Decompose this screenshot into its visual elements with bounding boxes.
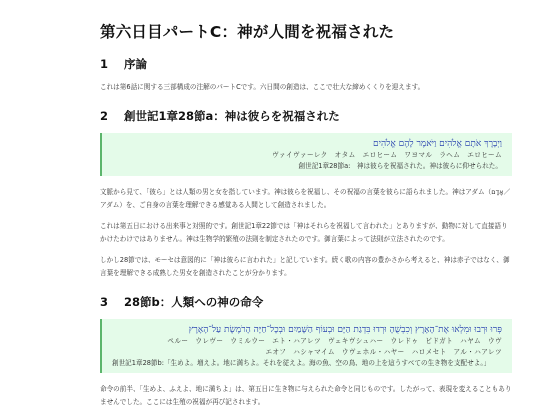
transliteration: エオフ ハシャマイム ウヴェホル・ハヤー ハロメセト アル・ハアレツ: [265, 348, 502, 356]
page-title: 第六日目パートC：神が人間を祝福された: [100, 23, 395, 41]
section-title: 創世記1章28節a：神は彼らを祝福された: [124, 109, 340, 123]
section-number: 1: [100, 57, 109, 71]
section-number: 3: [100, 295, 109, 309]
section-title: 序論: [124, 57, 148, 71]
section-heading-blessing: [100, 108, 512, 124]
section-heading-command: [100, 294, 512, 310]
paragraph: しかし28節では、モーセは意図的に「神は彼らに言われた」と記しています。続く歌の内容の豊かさから考えると、神は赤子ではなく、御言葉を理解できる成熟した男女を創造されたことが分かります。: [100, 256, 510, 277]
section-number: 2: [100, 109, 109, 123]
transliteration: ペルー ウレヴー ウミルウー エト・ハアレツ ヴェキヴシュハー ウレドゥ ビドガト ハヤム ウヴ: [167, 337, 502, 345]
paragraph: 文脈から見て、「彼ら」とは人類の男と女を指しています。神は彼らを祝福し、その祝福の言葉を彼らに語られました。神はアダム（אָדָם／アダム）を、ご自身の言葉を理解できる感覚ある人間として創造されました。: [100, 188, 511, 209]
scripture-quote: [100, 319, 512, 373]
transliteration: ヴァイヴァーレク オタム エロヒーム ワヨマル ラヘム エロヒーム: [272, 151, 502, 159]
paragraph: これは第6話に関する三部構成の注解のパートCです。六日間の創造は、ここで壮大な締めくくりを迎えます。: [100, 83, 425, 91]
paragraph: これは第五日における出来事と対照的です。創世記1章22節では「神はそれらを祝福して言われた」とありますが、動物に対して直接語りかけたわけではありません。神は生物学的繁殖の法則を制定されたのです。御言葉によって法則が立法されたのです。: [100, 222, 508, 243]
section-heading-intro: [100, 56, 512, 72]
scripture-quote: [100, 133, 512, 176]
verse-translation: 創世記1章28節a: 神は彼らを祝福された。神は彼らに仰せられた。: [298, 162, 502, 170]
paragraph: 命令の前半、「生めよ、ふえよ、地に満ちよ」は、第五日に生き物に与えられた命令と同じものです。したがって、表現を変えることもありませんでした。ここには生殖の祝福が再び記されます。: [100, 385, 512, 406]
hebrew-text: וַיְבָרֶךְ אֹתָם אֱלֹהִים וַיֹּאמֶר לָהֶם אֱלֹהִים: [372, 139, 502, 149]
section-title: 28節b：人類への神の命令: [124, 295, 264, 309]
verse-translation: 創世記1章28節b:「生めよ。増えよ。地に満ちよ。それを従えよ。海の魚、空の鳥、地の上を這うすべての生き物を支配せよ。」: [112, 359, 491, 367]
hebrew-text: פְּרוּ וּרְבוּ וּמִלְאוּ אֶת־הָאָרֶץ וְכִבְשֻׁהָ וּרְדוּ בִּדְגַת הַיָּם וּבְעוֹף הַשָּׁמַיִם וּבְכָל־חַיָּה הָרֹמֶשֶׂת עַל־הָאָרֶץ: [188, 325, 502, 335]
